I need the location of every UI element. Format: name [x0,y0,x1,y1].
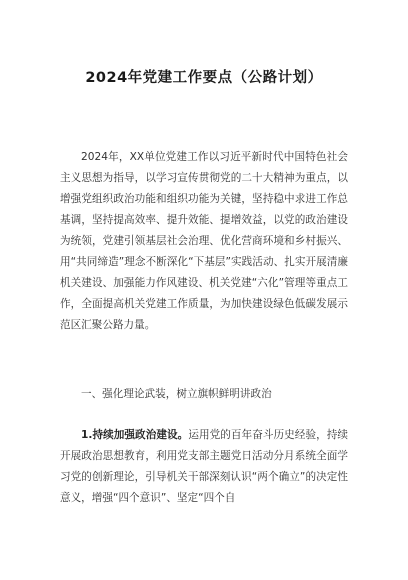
intro-paragraph: 2024年，XX单位党建工作以习近平新时代中国特色社会主义思想为指导，以学习宣传贯彻党的二十大精神为重点，以增强党组织政治功能和组织功能为关键，坚持稳中求进工作总基调，坚持提高效率、提升效能、提增效益，以党的政治建设为统领，党建引领基层社会治理、优化营商环境和乡村振兴、用“共同缔造”理念不断深化“下基层”实践活动、扎实开展清廉机关建设、加强能力作风建设、机关党建“六化”管理等重点工作，全面提高机关党建工作质量，为加快建设绿色低碳发展示范区汇聚公路力量。 [60,151,348,331]
section-heading: 一、强化理论武装，树立旗帜鲜明讲政治 [81,388,272,400]
item-lead: 1.持续加强政治建设。 [81,429,189,441]
item-body: 运用党的百年奋斗历史经验，持续开展政治思想教育，利用党支部主题党日活动分月系统全面学习党的创新理论，引导机关干部深刻认识“两个确立”的决定性意义，增强“四个意识”、坚定“四个自 [60,429,348,504]
item-paragraph [60,425,348,573]
document-title: 2024年党建工作要点（公路计划） [85,70,323,86]
